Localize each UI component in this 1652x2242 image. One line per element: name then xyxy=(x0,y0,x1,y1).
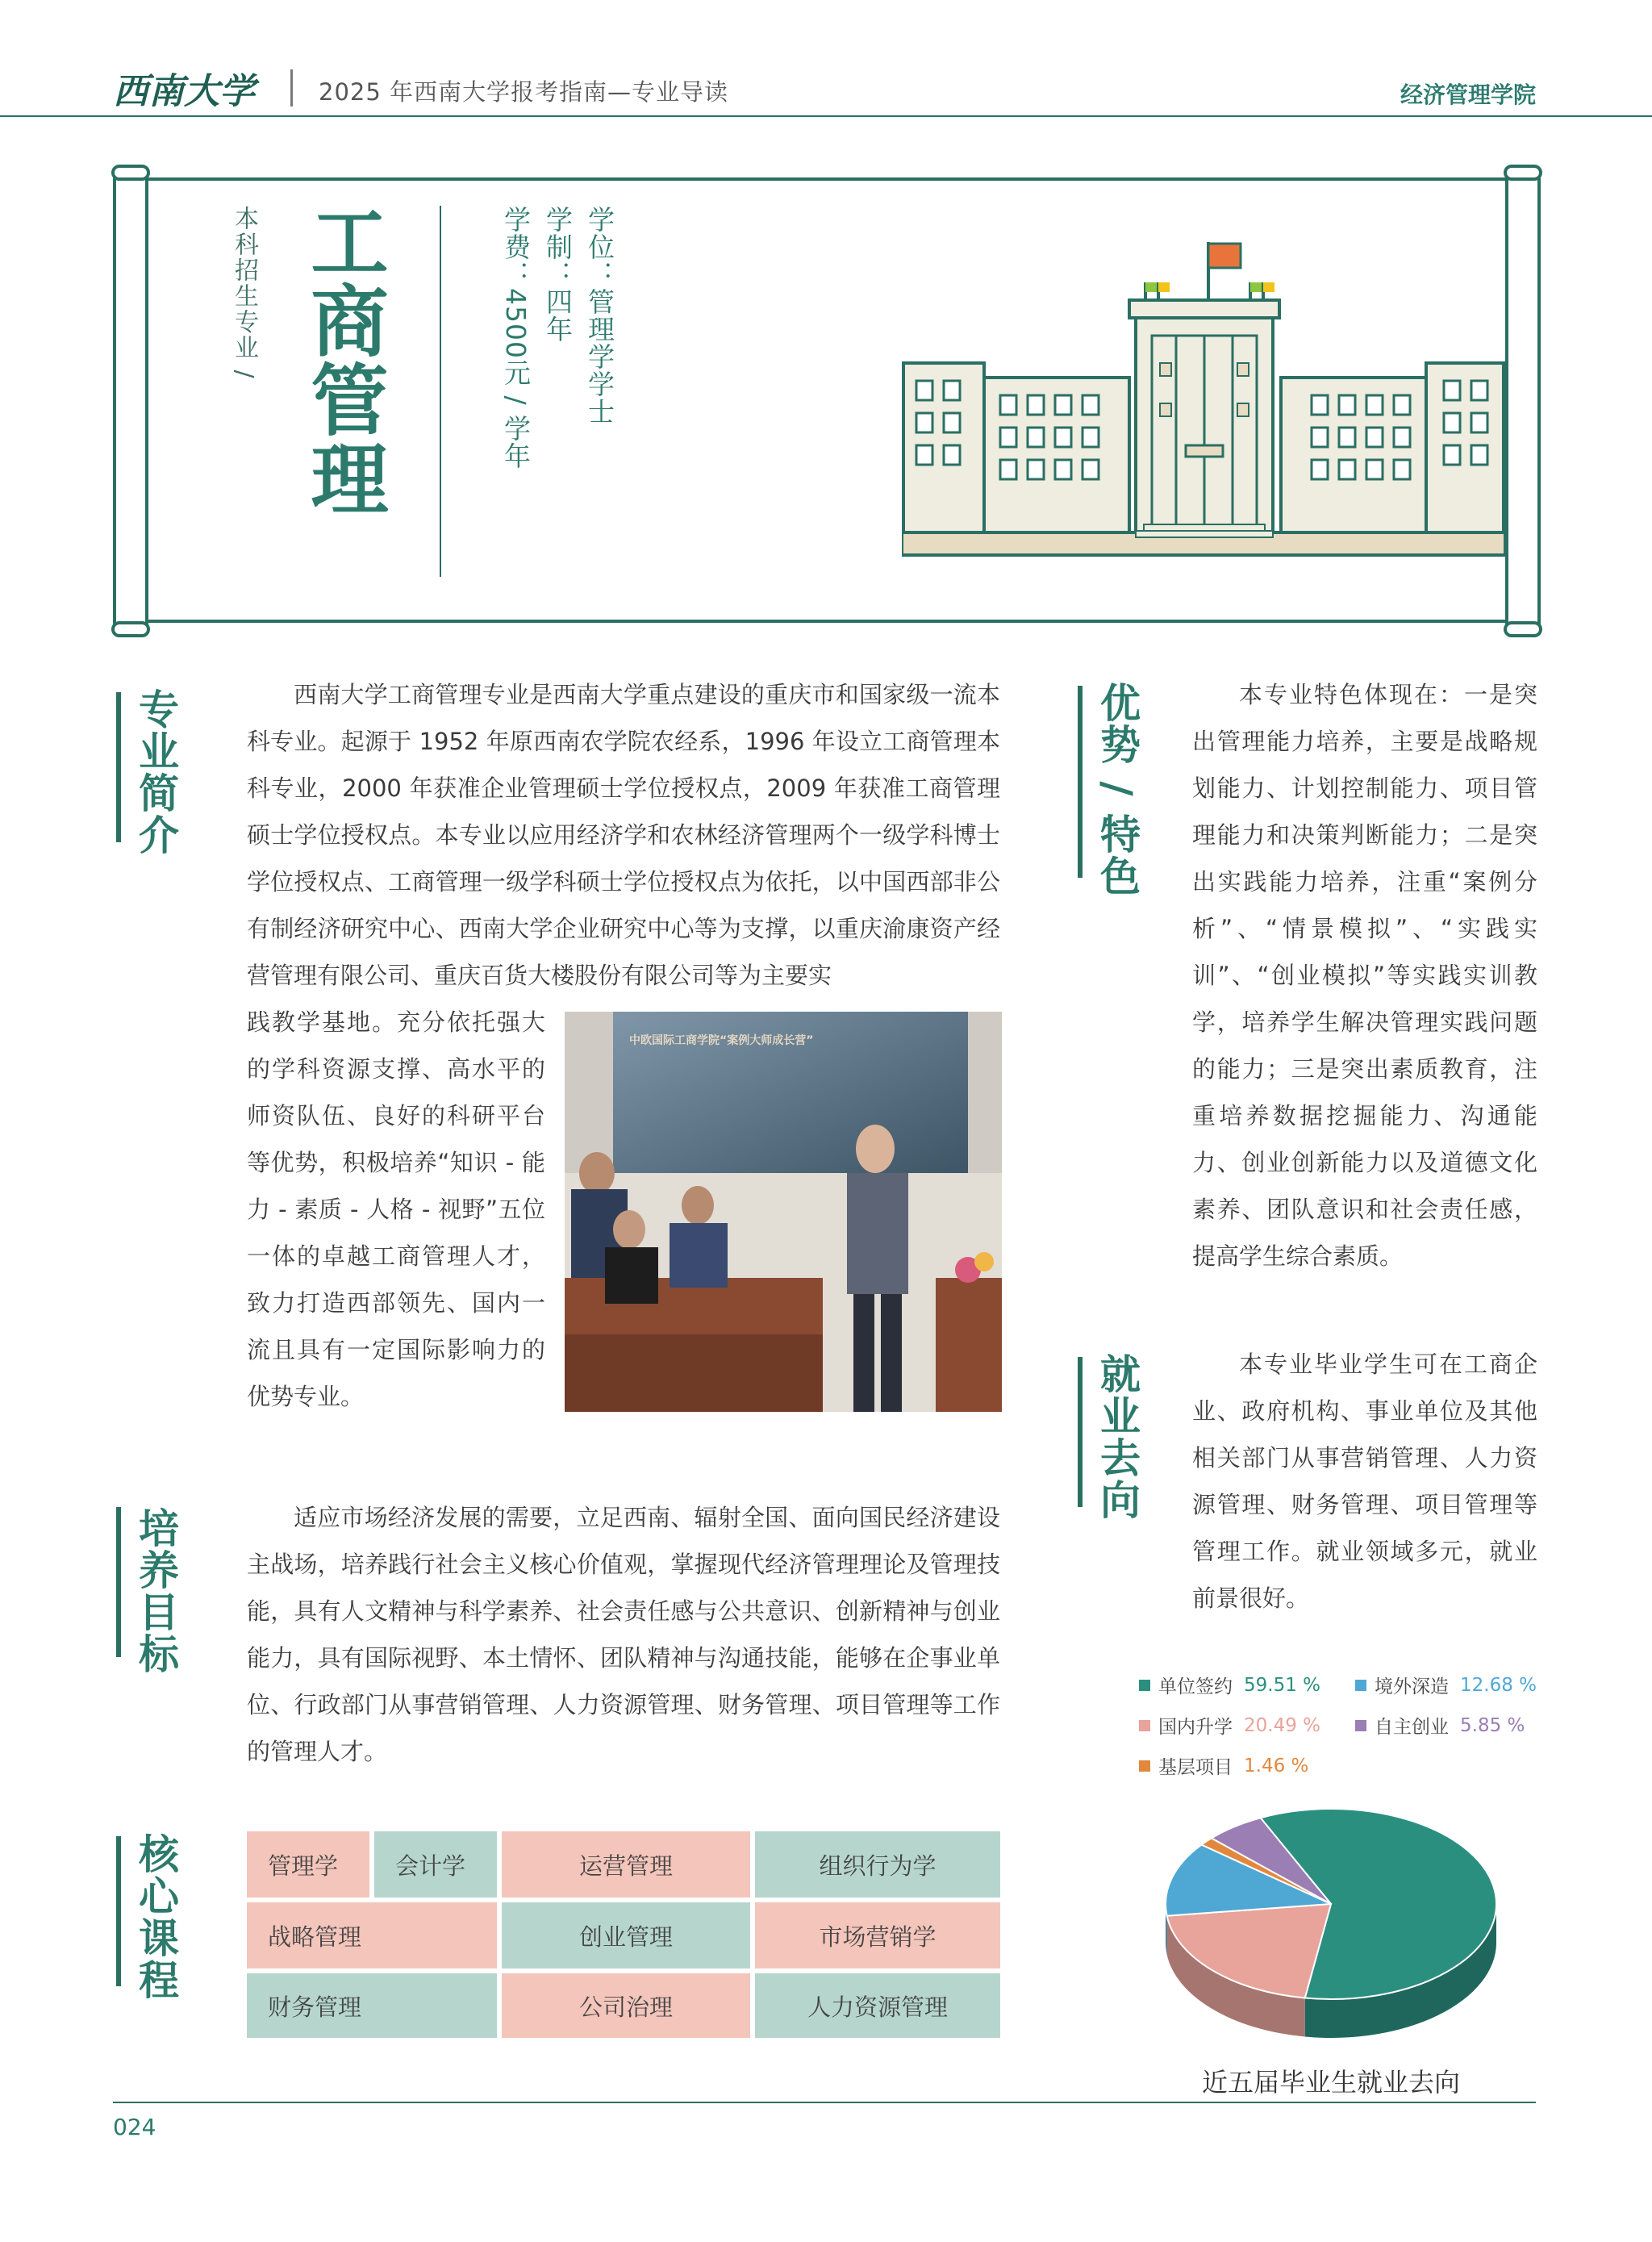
course-cell: 管理学 xyxy=(244,1829,372,1900)
scroll-roller-left xyxy=(113,171,148,631)
course-cell: 市场营销学 xyxy=(753,1900,1003,1971)
course-cell: 公司治理 xyxy=(499,1971,753,2040)
features-section-title: 优势 / 特色 xyxy=(1094,682,1141,898)
legend-value: 20.49 % xyxy=(1244,1714,1321,1736)
university-logo xyxy=(113,69,274,111)
college-name: 经济管理学院 xyxy=(1400,81,1536,108)
legend-swatch xyxy=(1355,1720,1366,1731)
legend-value: 1.46 % xyxy=(1244,1755,1309,1776)
intro-paragraph-top xyxy=(247,671,1000,999)
course-cell: 战略管理 xyxy=(244,1900,499,1971)
legend-value: 12.68 % xyxy=(1460,1674,1537,1696)
employment-paragraph-text: 本专业毕业学生可在工商企业、政府机构、事业单位及其他相关部门从事营销管理、人力资源管理、财务管理、项目管理等管理工作。就业领域多元，就业前景很好。 xyxy=(1192,1351,1537,1612)
employment-paragraph xyxy=(1192,1341,1537,1622)
course-cell: 人力资源管理 xyxy=(753,1971,1003,2040)
goal-section-bar xyxy=(116,1507,121,1657)
header-separator xyxy=(290,69,293,106)
banner-divider xyxy=(440,206,441,577)
legend-item xyxy=(1355,1712,1525,1739)
legend-item xyxy=(1355,1672,1537,1698)
legend-swatch xyxy=(1139,1680,1150,1691)
employment-section-title: 就业去向 xyxy=(1094,1353,1141,1521)
classroom-photo xyxy=(565,1012,1002,1412)
courses-section-title: 核心课程 xyxy=(132,1833,179,2001)
header-rule xyxy=(0,115,1652,117)
legend-label: 境外深造 xyxy=(1375,1676,1449,1697)
employment-pie-chart xyxy=(1153,1791,1508,2049)
duration-info: 学制：四年 xyxy=(542,206,574,343)
legend-label: 基层项目 xyxy=(1158,1757,1233,1778)
intro-section-title: 专业简介 xyxy=(132,688,179,856)
goal-section-title: 培养目标 xyxy=(132,1507,179,1675)
employment-section-bar xyxy=(1078,1357,1083,1507)
features-paragraph-text: 本专业特色体现在：一是突出管理能力培养，主要是战略规划能力、计划控制能力、项目管理能力和决策判断能力；二是突出实践能力培养，注重“案例分析”、“情景模拟”、“实践实训”、“创业模拟”等实践实训教学，培养学生解决管理实践问题的能力；三是突出素质教育，注重培养数据挖掘能力、沟通能力、创业创新能力以及道德文化素养、团队意识和社会责任感，提高学生综合素质。 xyxy=(1192,681,1537,1270)
goal-paragraph-text: 适应市场经济发展的需要，立足西南、辐射全国、面向国民经济建设主战场，培养践行社会主义核心价值观，掌握现代经济管理理论及管理技能，具有人文精神与科学素养、社会责任感与公共意识、创新精神与创业能力，具有国际视野、本土情怀、团队精神与沟通技能，能够在企事业单位、行政部门从事营销管理、人力资源管理、财务管理、项目管理等工作的管理人才。 xyxy=(247,1504,1000,1765)
course-cell: 组织行为学 xyxy=(753,1829,1003,1900)
legend-swatch xyxy=(1355,1680,1366,1691)
legend-item xyxy=(1139,1712,1320,1739)
classroom-photo-illustration xyxy=(565,1012,1002,1412)
courses-section-bar xyxy=(116,1836,121,1986)
admission-category: 本科招生专业 / xyxy=(230,206,258,380)
legend-item xyxy=(1139,1752,1308,1779)
legend-label: 国内升学 xyxy=(1158,1717,1233,1738)
intro-paragraph-top-text: 西南大学工商管理专业是西南大学重点建设的重庆市和国家级一流本科专业。起源于 1952 年原西南农学院农经系，1996 年设立工商管理本科专业，2000 年获准企业管理硕士学位授权点，2009 年获准工商管理硕士学位授权点。本专业以应用经济学和农林经济管理两个一级学科博士学位授权点、工商管理一级学科硕士学位授权点为依托，以中国西部非公有制经济研究中心、西南大学企业研究中心等为支撑，以重庆渝康资产经营管理有限公司、重庆百货大楼股份有限公司等为主要实 xyxy=(247,681,1000,989)
photo-screen-text: 中欧国际工商学院“案例大师成长营” xyxy=(629,1034,814,1047)
legend-item xyxy=(1139,1672,1320,1698)
core-courses-table xyxy=(244,1829,1003,2040)
fee-info: 学费：4500元 / 学年 xyxy=(500,206,532,470)
intro-section-bar xyxy=(116,692,121,842)
course-cell: 财务管理 xyxy=(244,1971,499,2040)
intro-paragraph-side: 践教学基地。充分依托强大的学科资源支撑、高水平的师资队伍、良好的科研平台等优势，积极培养“知识 - 能力 - 素质 - 人格 - 视野”五位一体的卓越工商管理人才，致力打造西部领先、国内一流且具有一定国际影响力的优势专业。 xyxy=(247,1008,545,1410)
legend-label: 单位签约 xyxy=(1158,1676,1233,1697)
legend-swatch xyxy=(1139,1720,1150,1731)
legend-swatch xyxy=(1139,1760,1150,1772)
major-title: 工商管理 xyxy=(298,202,389,518)
legend-value: 59.51 % xyxy=(1244,1674,1321,1696)
course-cell: 会计学 xyxy=(372,1829,499,1900)
pie-chart-caption: 近五届毕业生就业去向 xyxy=(1201,2067,1460,2098)
degree-info: 学位：管理学学士 xyxy=(584,206,615,425)
building-illustration xyxy=(902,234,1505,557)
features-paragraph xyxy=(1192,671,1537,1280)
footer-rule xyxy=(113,2102,1536,2103)
scroll-roller-right xyxy=(1505,171,1541,631)
guide-title: 2025 年西南大学报考指南—专业导读 xyxy=(319,78,729,106)
page-number: 024 xyxy=(113,2114,156,2140)
legend-label: 自主创业 xyxy=(1375,1717,1449,1738)
course-cell: 运营管理 xyxy=(499,1829,753,1900)
course-cell: 创业管理 xyxy=(499,1900,753,1971)
goal-paragraph xyxy=(247,1494,1000,1775)
logo-text: 西南大学 xyxy=(113,71,255,111)
legend-value: 5.85 % xyxy=(1460,1714,1525,1736)
features-section-bar xyxy=(1078,686,1083,878)
